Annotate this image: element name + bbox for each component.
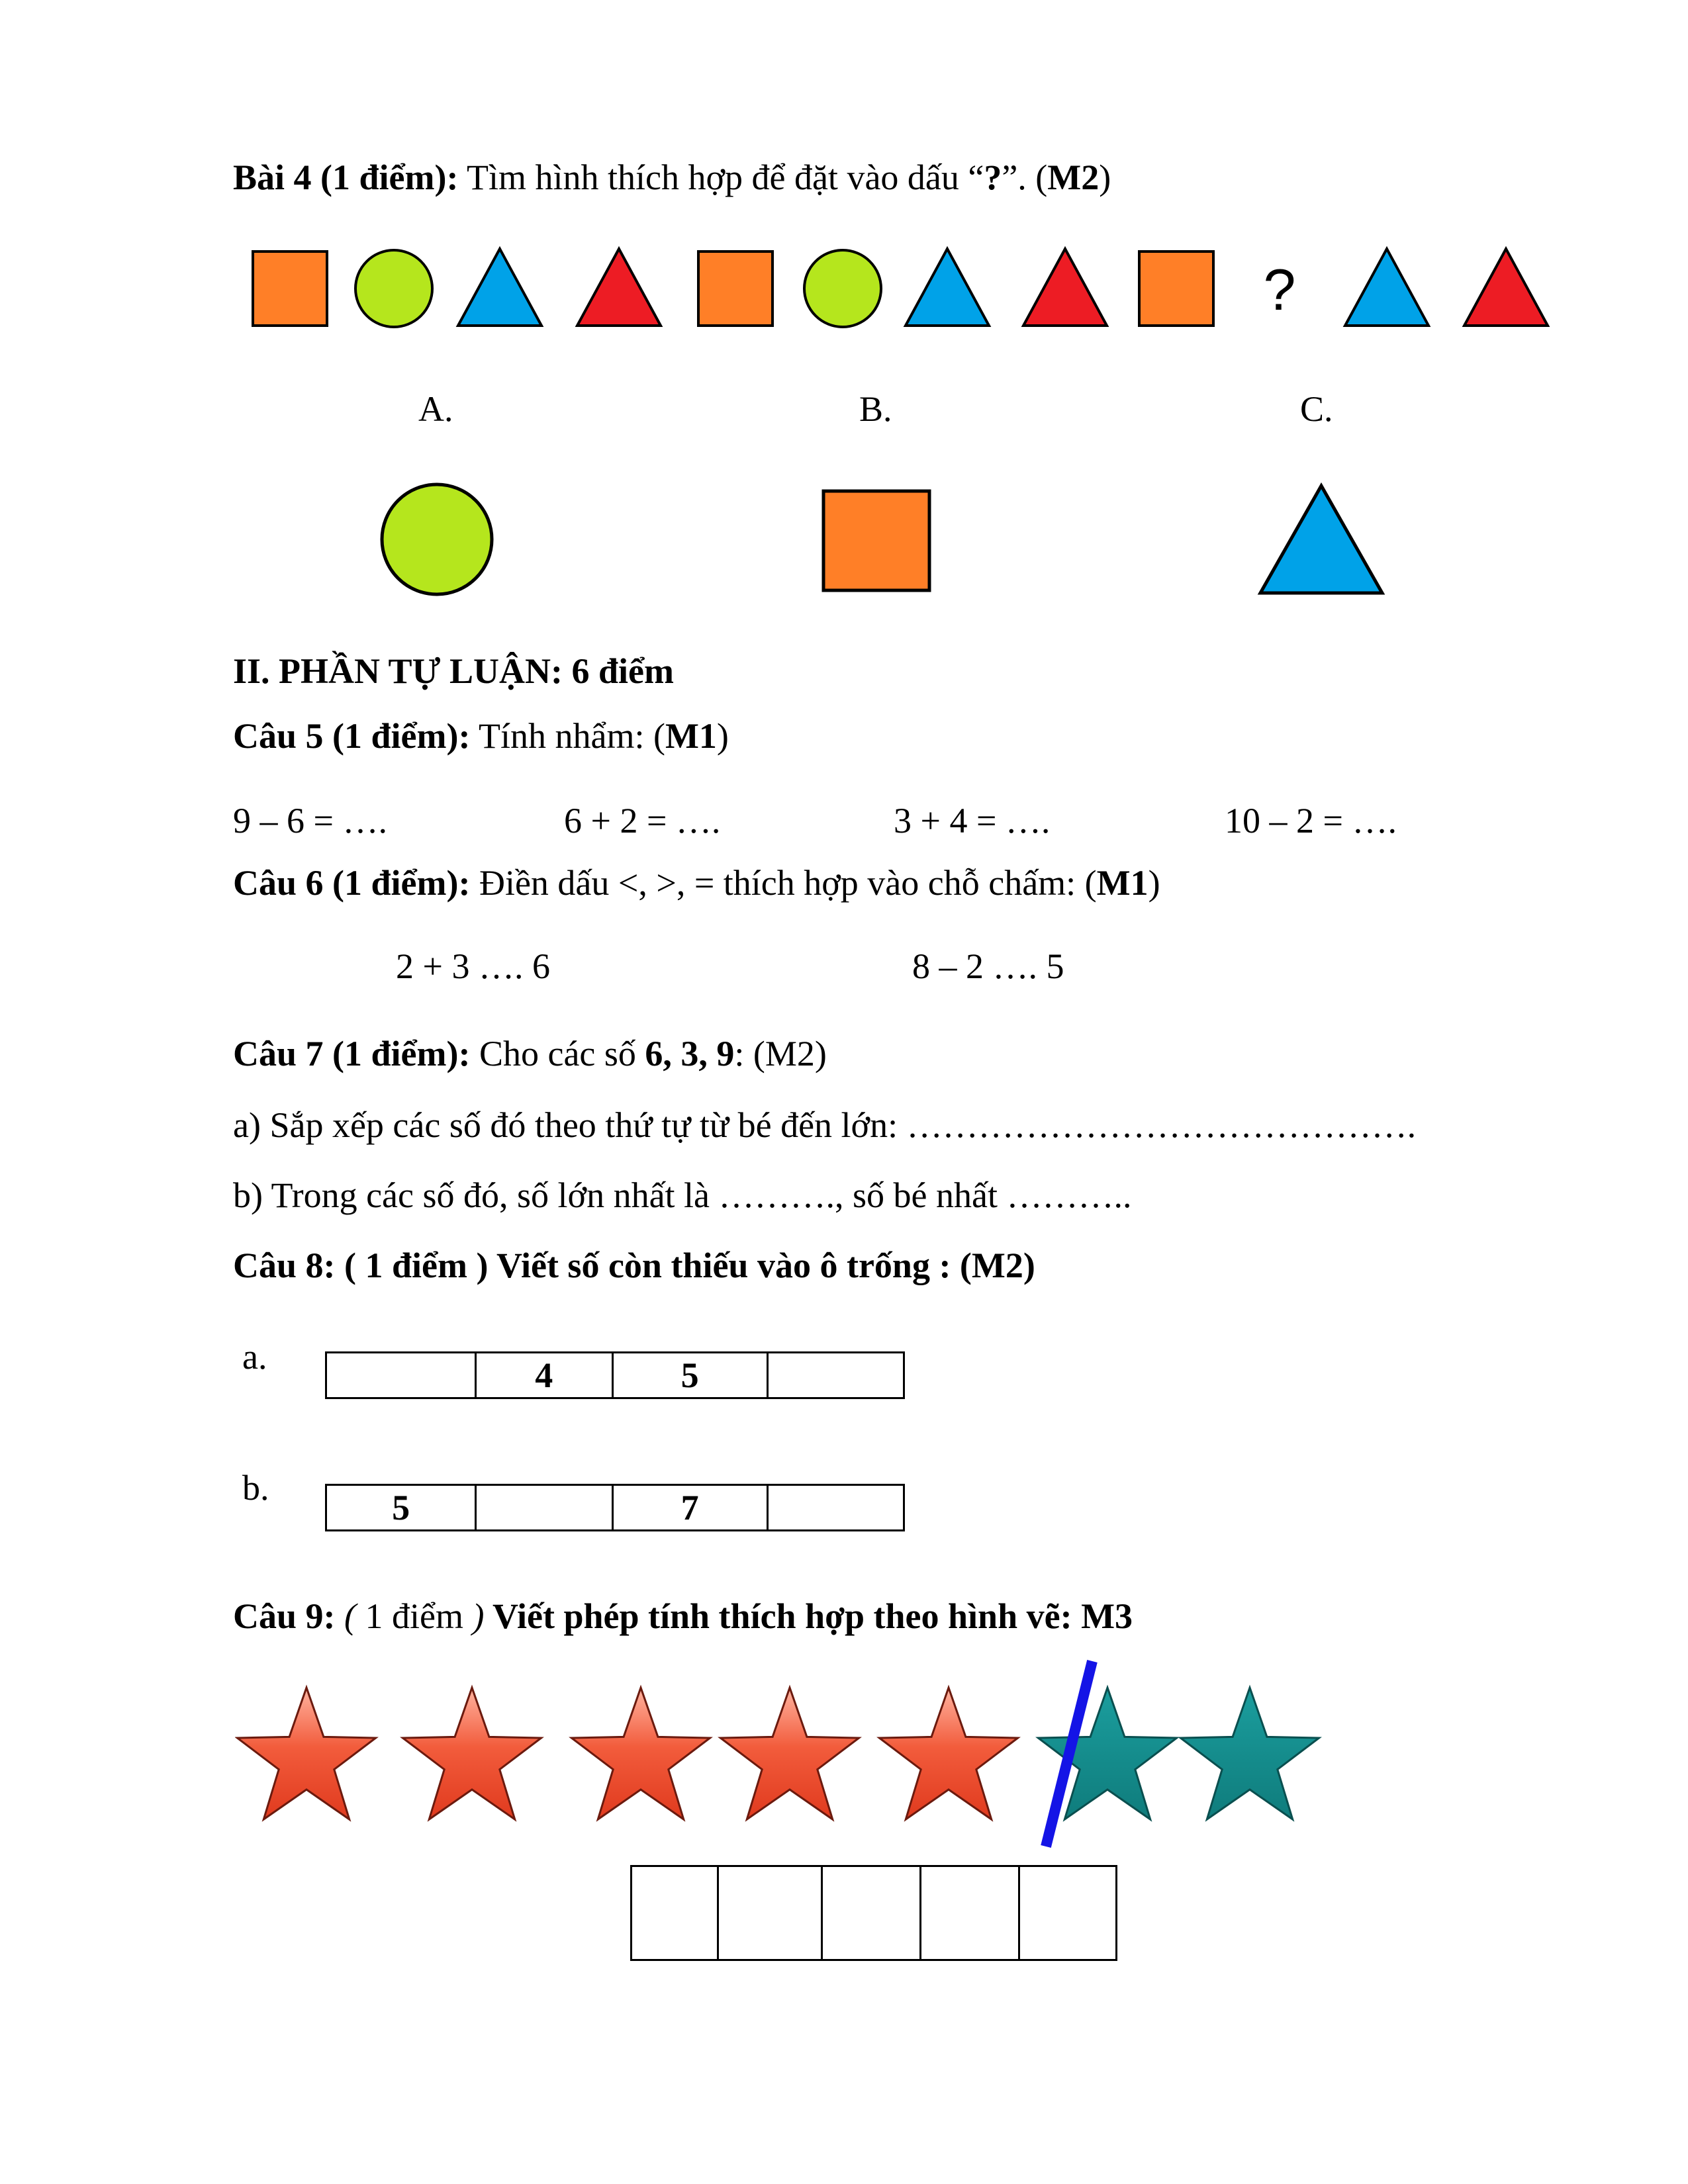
cau6-level: M1	[1096, 863, 1149, 903]
cau9-label: Câu 9:	[233, 1596, 336, 1636]
teal-star-2	[1180, 1688, 1319, 1819]
sequence-triangle-red-2	[1023, 249, 1107, 326]
red-star-5	[879, 1688, 1017, 1819]
answer-box-5[interactable]	[1019, 1866, 1116, 1960]
cau8-a-cell-4[interactable]	[767, 1353, 904, 1398]
red-star-2	[402, 1688, 541, 1819]
answer-box-4[interactable]	[921, 1866, 1019, 1960]
cau7-part-b: b) Trong các số đó, số lớn nhất là ………., số bé nhất ………..	[233, 1175, 1132, 1215]
sequence-question-mark: ?	[1263, 257, 1296, 322]
bai4-text-c: )	[1099, 158, 1111, 197]
cau8-a-cell-1[interactable]	[326, 1353, 476, 1398]
red-star-4	[720, 1688, 859, 1819]
option-a-label: A.	[418, 389, 453, 429]
cau8-b-cell-2[interactable]	[476, 1485, 612, 1531]
cau5-level: M1	[665, 716, 717, 756]
answer-box-3[interactable]	[822, 1866, 921, 1960]
cau7-end: : (M2)	[734, 1034, 827, 1073]
cau5-text: Tính nhẩm: (	[470, 716, 665, 756]
cau9-text: Viết phép tính thích hợp theo hình vẽ: M3	[484, 1596, 1133, 1636]
sequence-triangle-red-3	[1464, 249, 1548, 326]
cau5-label: Câu 5 (1 điểm):	[233, 716, 471, 756]
cau9-points: 1 điểm	[365, 1596, 463, 1636]
cau9-answer-boxes	[630, 1865, 1117, 1961]
sequence-triangle-blue-3	[1345, 249, 1429, 326]
cau8-a-table	[325, 1351, 905, 1399]
cau5-exercise-2: 6 + 2 = ….	[564, 801, 721, 841]
cau8-a-cell-2: 4	[476, 1353, 612, 1398]
cau6-label: Câu 6 (1 điểm):	[233, 863, 471, 903]
cau5-exercise-1: 9 – 6 = ….	[233, 801, 387, 841]
sequence-triangle-blue-2	[906, 249, 989, 326]
bai4-heading	[233, 156, 1111, 199]
cau6-exercise-1: 2 + 3 …. 6	[396, 946, 550, 986]
cau6-heading	[233, 862, 1160, 904]
cau7-heading	[233, 1032, 827, 1075]
sequence-triangle-blue-1	[458, 249, 541, 326]
answer-box-2[interactable]	[718, 1866, 822, 1960]
cau7-label: Câu 7 (1 điểm):	[233, 1034, 471, 1073]
cau8-a-cell-3: 5	[612, 1353, 767, 1398]
cau6-end: )	[1148, 863, 1160, 903]
cau9-open-paren: (	[335, 1596, 365, 1636]
cau7-text: Cho các số	[470, 1034, 645, 1073]
sequence-circle-1	[355, 250, 432, 327]
bai4-question-mark: ?	[984, 158, 1002, 197]
cau8-b-cell-1: 5	[326, 1485, 476, 1531]
cau9-close-paren: )	[463, 1596, 485, 1636]
sequence-square-2	[698, 251, 773, 326]
sequence-circle-2	[804, 250, 881, 327]
sequence-square-3	[1139, 251, 1213, 326]
sequence-triangle-red-1	[577, 249, 661, 326]
cau5-exercise-3: 3 + 4 = ….	[894, 801, 1051, 841]
cau5-end: )	[716, 716, 729, 756]
option-a-circle[interactable]	[377, 480, 496, 599]
option-c-triangle[interactable]	[1255, 482, 1387, 598]
cau6-exercise-2: 8 – 2 …. 5	[912, 946, 1064, 986]
red-star-1	[237, 1688, 375, 1819]
cau8-heading: Câu 8: ( 1 điểm ) Viết số còn thiếu vào ô trống : (M2)	[233, 1246, 1035, 1285]
cau8-b-cell-4[interactable]	[767, 1485, 904, 1531]
cau7-numbers: 6, 3, 9	[645, 1034, 735, 1073]
cau7-part-a: a) Sắp xếp các số đó theo thứ tự từ bé đến lớn: …………………………………….	[233, 1105, 1417, 1145]
option-b-label: B.	[859, 389, 892, 429]
cau6-text: Điền dấu <, >, = thích hợp vào chỗ chấm: (	[470, 863, 1097, 903]
shape-sequence	[235, 232, 1572, 351]
cau5-heading	[233, 715, 729, 757]
bai4-text-a: Tìm hình thích hợp để đặt vào dấu “	[458, 158, 984, 197]
option-c-label: C.	[1300, 389, 1333, 429]
sequence-square-1	[253, 251, 327, 326]
bai4-level: M2	[1047, 158, 1100, 197]
bai4-label: Bài 4 (1 điểm):	[233, 158, 459, 197]
stars-figure	[235, 1655, 1400, 1866]
cau8-b-label: b.	[242, 1468, 269, 1508]
cau8-b-table	[325, 1484, 905, 1531]
cau8-b-cell-3: 7	[612, 1485, 767, 1531]
cau5-exercise-4: 10 – 2 = ….	[1225, 801, 1397, 841]
red-star-3	[571, 1688, 710, 1819]
bai4-text-b: ”. (	[1002, 158, 1048, 197]
cau9-heading	[233, 1595, 1133, 1637]
answer-box-1[interactable]	[632, 1866, 718, 1960]
option-b-square[interactable]	[821, 488, 935, 596]
section-2-title: II. PHẦN TỰ LUẬN: 6 điểm	[233, 651, 675, 691]
cau8-a-label: a.	[242, 1337, 267, 1377]
